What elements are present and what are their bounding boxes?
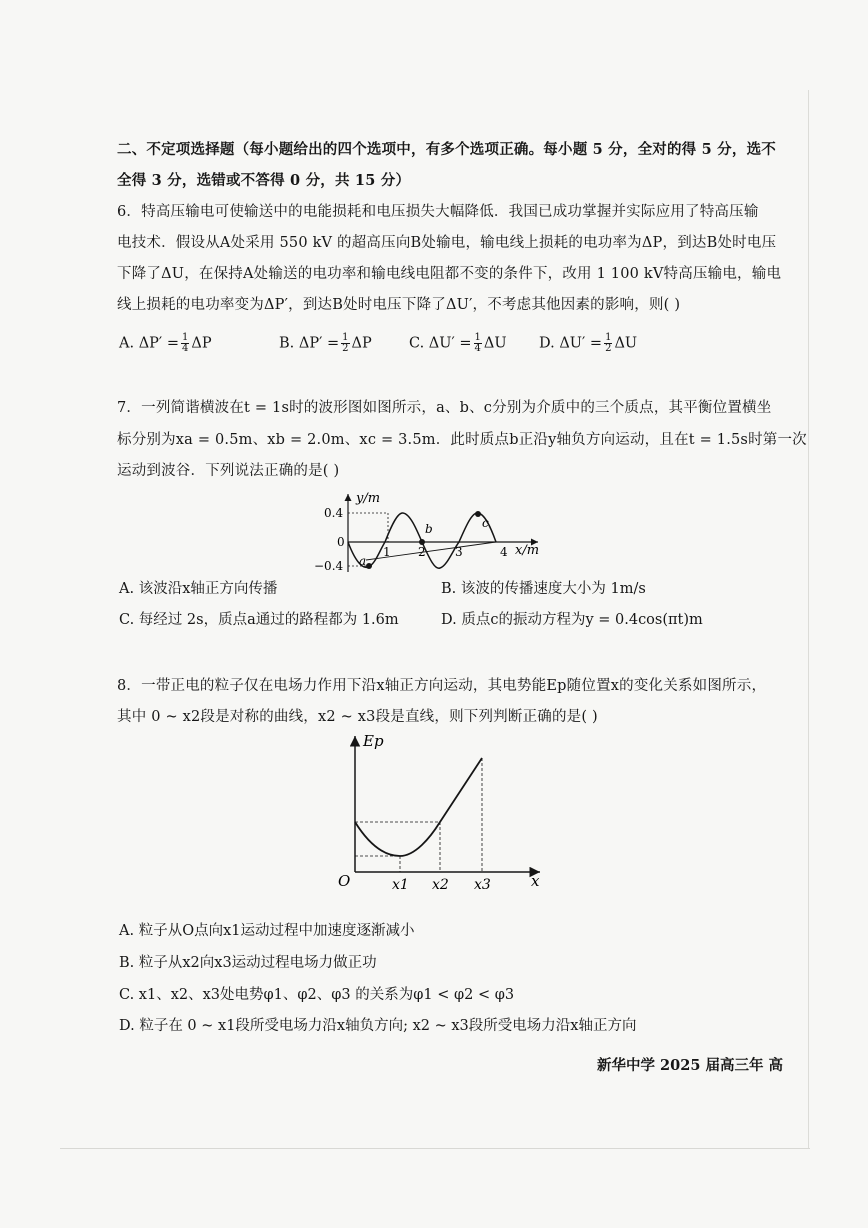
q8-option-d[interactable]: D. 粒子在 0 ~ x1段所受电场力沿x轴负方向; x2 ~ x3段所受电场力沿x轴正方向 xyxy=(119,1018,637,1034)
q6-option-d[interactable]: D. ΔU′ = $\frac{1}{2}$ ΔU xyxy=(539,332,638,354)
q8-x-label: x xyxy=(531,872,540,890)
q8-option-c[interactable]: C. x1、x2、x3处电势φ1、φ2、φ3 的关系为φ1 < φ2 < φ3 xyxy=(119,987,515,1003)
q7-y-label: y/m xyxy=(356,491,381,506)
q7-x-tick-1: 1 xyxy=(383,545,391,559)
q7-x-tick-3: 3 xyxy=(455,545,463,559)
q7-origin-label: 0 xyxy=(337,535,345,549)
q8-line1: 8．一带正电的粒子仅在电场力作用下沿x轴正方向运动，其电势能Ep随位置x的变化关系如图所示， xyxy=(117,678,767,694)
q8-option-b[interactable]: B. 粒子从x2向x3运动过程电场力做正功 xyxy=(119,955,377,971)
q7-label-b: b xyxy=(425,522,433,536)
q7-wave-graph xyxy=(310,488,550,580)
q8-x-tick-1: x1 xyxy=(392,877,409,893)
q8-option-a[interactable]: A. 粒子从O点向x1运动过程中加速度逐渐减小 xyxy=(119,923,415,939)
q7-option-b[interactable]: B. 该波的传播速度大小为 1m/s xyxy=(441,581,646,597)
q7-y-pos-label: 0.4 xyxy=(324,506,344,520)
page-footer: 新华中学 2025 届高三年 高 xyxy=(597,1057,783,1074)
q8-x-tick-3: x3 xyxy=(474,877,491,893)
q7-label-a: a xyxy=(359,554,367,568)
q7-option-a[interactable]: A. 该波沿x轴正方向传播 xyxy=(119,581,278,597)
q8-ep-curve xyxy=(355,758,482,856)
q8-ep-graph xyxy=(330,728,550,896)
q7-y-neg-label: −0.4 xyxy=(314,559,344,573)
q7-line1: 7．一列简谐横波在t = 1s时的波形图如图所示，a、b、c分别为介质中的三个质点，其平衡位置横坐 xyxy=(117,400,772,416)
q7-label-c: c xyxy=(482,516,489,530)
q6-option-b[interactable]: B. ΔP′ = $\frac{1}{2}$ ΔP xyxy=(279,332,372,354)
q7-x-tick-2: 2 xyxy=(418,545,426,559)
q6-line3: 下降了ΔU，在保持A处输送的电功率和输电线电阻都不变的条件下，改用 1 100 kV特高压输电，输电 xyxy=(117,266,782,282)
q7-line2: 标分别为xa = 0.5m、xb = 2.0m、xc = 3.5m．此时质点b正沿y轴负方向运动，且在t = 1.5s时第一次 xyxy=(117,432,807,448)
q8-origin-label: O xyxy=(338,872,351,890)
q8-line2: 其中 0 ~ x2段是对称的曲线，x2 ~ x3段是直线，则下列判断正确的是( ) xyxy=(117,709,598,725)
q6-option-a[interactable]: A. ΔP′ = $\frac{1}{4}$ ΔP xyxy=(119,332,212,354)
page-edge-right xyxy=(808,90,809,1148)
q6-line1: 6．特高压输电可使输送中的电能损耗和电压损失大幅降低．我国已成功掌握并实际应用了特高压输 xyxy=(117,204,759,220)
q7-x-tick-4: 4 xyxy=(500,545,508,559)
q6-option-c[interactable]: C. ΔU′ = $\frac{1}{4}$ ΔU xyxy=(409,332,507,354)
q7-line3: 运动到波谷．下列说法正确的是( ) xyxy=(117,463,340,479)
q7-point-a xyxy=(366,563,372,569)
section-heading-line2: 全得 3 分，选错或不答得 0 分，共 15 分） xyxy=(117,172,411,189)
q7-option-c[interactable]: C. 每经过 2s，质点a通过的路程都为 1.6m xyxy=(119,612,399,628)
q6-line2: 电技术．假设从A处采用 550 kV 的超高压向B处输电，输电线上损耗的电功率为ΔP，到达B处时电压 xyxy=(117,235,777,251)
q7-x-label: x/m xyxy=(515,543,540,558)
q6-line4: 线上损耗的电功率变为ΔP′，到达B处时电压下降了ΔU′，不考虑其他因素的影响，则( ) xyxy=(117,297,681,313)
q8-y-label: Ep xyxy=(363,732,384,750)
section-heading-line1: 二、不定项选择题（每小题给出的四个选项中，有多个选项正确。每小题 5 分，全对的得 5 分，选不 xyxy=(117,141,776,158)
q7-option-d[interactable]: D. 质点c的振动方程为y = 0.4cos(πt)m xyxy=(441,612,703,628)
page-edge-bottom xyxy=(60,1148,810,1149)
q8-x-tick-2: x2 xyxy=(432,877,449,893)
q7-point-c xyxy=(475,511,481,517)
